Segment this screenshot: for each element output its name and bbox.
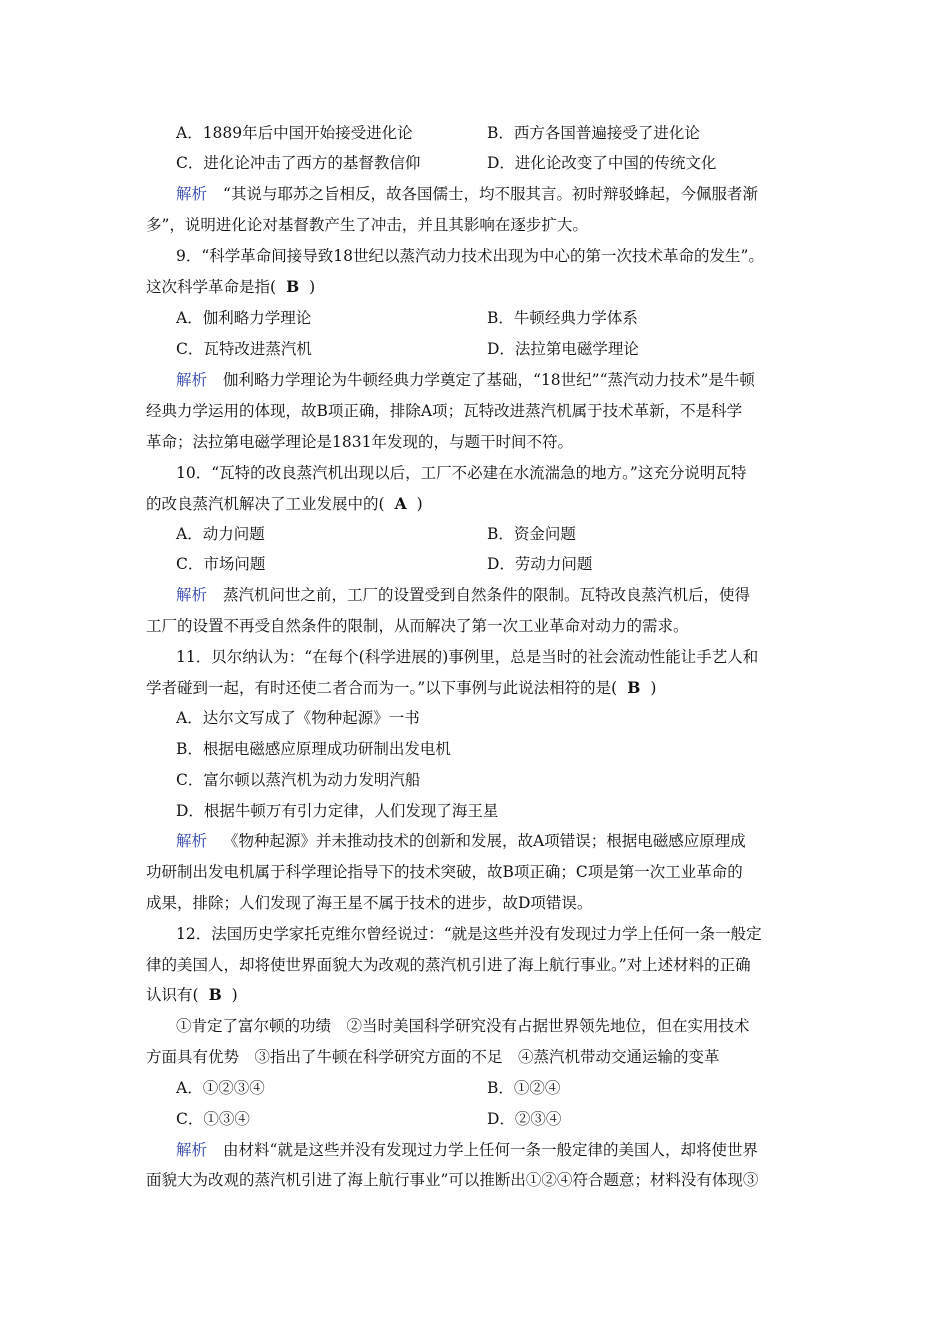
q12-stem-3-close: ) xyxy=(231,986,238,1004)
q8-option-d: D．进化论改变了中国的传统文化 xyxy=(487,154,717,172)
q10-option-b: B．资金问题 xyxy=(487,525,576,543)
q8-option-b: B．西方各国普遍接受了进化论 xyxy=(487,124,700,142)
q8-analysis xyxy=(176,179,816,209)
q12-option-b: B．①②④ xyxy=(487,1079,561,1097)
q11-stem-1: 11．贝尔纳认为：“在每个(科学进展的)事例里，总是当时的社会流动性能让手艺人和 xyxy=(176,648,759,666)
q11-option-c: C．富尔顿以蒸汽机为动力发明汽船 xyxy=(176,771,421,789)
q12-items-1: ①肯定了富尔顿的功绩 ②当时美国科学研究没有占据世界领先地位，但在实用技术 xyxy=(176,1017,750,1035)
q12-analysis-text-2: 面貌大为改观的蒸汽机引进了海上航行事业”可以推断出①②④符合题意；材料没有体现③ xyxy=(146,1171,759,1189)
q12-option-d: D．②③④ xyxy=(487,1110,562,1128)
q9-option-c: C．瓦特改进蒸汽机 xyxy=(176,340,312,358)
q12-option-c: C．①③④ xyxy=(176,1110,250,1128)
q9-analysis-text-3: 革命；法拉第电磁学理论是1831年发现的，与题干时间不符。 xyxy=(146,433,573,451)
q9-options-row-2 xyxy=(0,334,950,364)
q9-option-b: B．牛顿经典力学体系 xyxy=(487,309,638,327)
q8-analysis-text-1: “其说与耶苏之旨相反，故各国儒士，均不服其言。初时辩驳蜂起，今佩服者渐 xyxy=(223,185,758,203)
q11-stem-2-close: ) xyxy=(650,679,657,697)
analysis-label: 解析 xyxy=(176,185,208,203)
q12-analysis xyxy=(176,1135,816,1165)
q9-options-row-1 xyxy=(0,303,950,333)
q11-stem-2-text: 学者碰到一起，有时还使二者合而为一。”以下事例与此说法相符的是( xyxy=(146,679,618,697)
q8-option-a: A．1889年后中国开始接受进化论 xyxy=(176,124,413,142)
q10-option-d: D．劳动力问题 xyxy=(487,555,593,573)
q10-answer: A xyxy=(394,494,407,513)
q11-answer: B xyxy=(627,678,641,697)
q12-stem-3 xyxy=(146,980,816,1010)
q10-options-row-2 xyxy=(0,549,950,579)
q12-options-row-1 xyxy=(0,1073,950,1103)
q11-analysis-text-3: 成果，排除；人们发现了海王星不属于技术的进步，故D项错误。 xyxy=(146,894,593,912)
q9-option-d: D．法拉第电磁学理论 xyxy=(487,340,639,358)
q10-analysis-text-2: 工厂的设置不再受自然条件的限制，从而解决了第一次工业革命对动力的需求。 xyxy=(146,617,689,635)
q11-stem-2 xyxy=(146,673,816,703)
q12-answer: B xyxy=(208,985,222,1004)
q9-analysis-text-2: 经典力学运用的体现，故B项正确，排除A项；瓦特改进蒸汽机属于技术革新，不是科学 xyxy=(146,402,743,420)
q8-option-c: C．进化论冲击了西方的基督教信仰 xyxy=(176,154,421,172)
q11-option-d: D．根据牛顿万有引力定律，人们发现了海王星 xyxy=(176,802,499,820)
q12-option-a: A．①②③④ xyxy=(176,1079,265,1097)
q10-stem-2-text: 的改良蒸汽机解决了工业发展中的( xyxy=(146,495,385,513)
q9-analysis-text-1: 伽利略力学理论为牛顿经典力学奠定了基础，“18世纪”“蒸汽动力技术”是牛顿 xyxy=(223,371,755,389)
q10-stem-2 xyxy=(146,489,816,519)
q9-stem-2-close: ) xyxy=(309,278,316,296)
q9-stem-2-text: 这次科学革命是指( xyxy=(146,278,277,296)
q12-stem-1: 12．法国历史学家托克维尔曾经说过：“就是这些并没有发现过力学上任何一条一般定 xyxy=(176,925,762,943)
q12-items-2: 方面具有优势 ③指出了牛顿在科学研究方面的不足 ④蒸汽机带动交通运输的变革 xyxy=(146,1048,720,1066)
q12-stem-2: 律的美国人，却将使世界面貌大为改观的蒸汽机引进了海上航行事业。”对上述材料的正确 xyxy=(146,956,751,974)
q11-analysis-text-1: 《物种起源》并未推动技术的创新和发展，故A项错误；根据电磁感应原理成 xyxy=(223,832,746,850)
q11-analysis-text-2: 功研制出发电机属于科学理论指导下的技术突破，故B项正确；C项是第一次工业革命的 xyxy=(146,863,743,881)
q12-analysis-text-1: 由材料“就是这些并没有发现过力学上任何一条一般定律的美国人，却将使世界 xyxy=(223,1141,758,1159)
analysis-label: 解析 xyxy=(176,1141,208,1159)
q9-stem-2 xyxy=(146,272,816,302)
q10-stem-1: 10．“瓦特的改良蒸汽机出现以后，工厂不必建在水流湍急的地方。”这充分说明瓦特 xyxy=(176,464,747,482)
q10-option-c: C．市场问题 xyxy=(176,555,266,573)
analysis-label: 解析 xyxy=(176,832,208,850)
q10-stem-2-close: ) xyxy=(416,495,423,513)
q8-options-row-2 xyxy=(0,148,950,178)
q10-analysis-text-1: 蒸汽机问世之前，工厂的设置受到自然条件的限制。瓦特改良蒸汽机后，使得 xyxy=(223,586,751,604)
q12-options-row-2 xyxy=(0,1104,950,1134)
q11-analysis xyxy=(176,826,816,856)
q8-analysis-text-2: 多”，说明进化论对基督教产生了冲击，并且其影响在逐步扩大。 xyxy=(146,216,588,234)
q8-options-row-1 xyxy=(0,118,950,148)
q9-option-a: A．伽利略力学理论 xyxy=(176,309,312,327)
q9-analysis xyxy=(176,365,816,395)
q12-stem-3-text: 认识有( xyxy=(146,986,199,1004)
analysis-label: 解析 xyxy=(176,371,208,389)
q9-stem-1: 9．“科学革命间接导致18世纪以蒸汽动力技术出现为中心的第一次技术革命的发生”。 xyxy=(176,247,764,265)
q11-option-b: B．根据电磁感应原理成功研制出发电机 xyxy=(176,740,451,758)
q11-option-a: A．达尔文写成了《物种起源》一书 xyxy=(176,709,420,727)
q10-analysis xyxy=(176,580,816,610)
q10-options-row-1 xyxy=(0,519,950,549)
q9-answer: B xyxy=(286,277,300,296)
q10-option-a: A．动力问题 xyxy=(176,525,265,543)
analysis-label: 解析 xyxy=(176,586,208,604)
